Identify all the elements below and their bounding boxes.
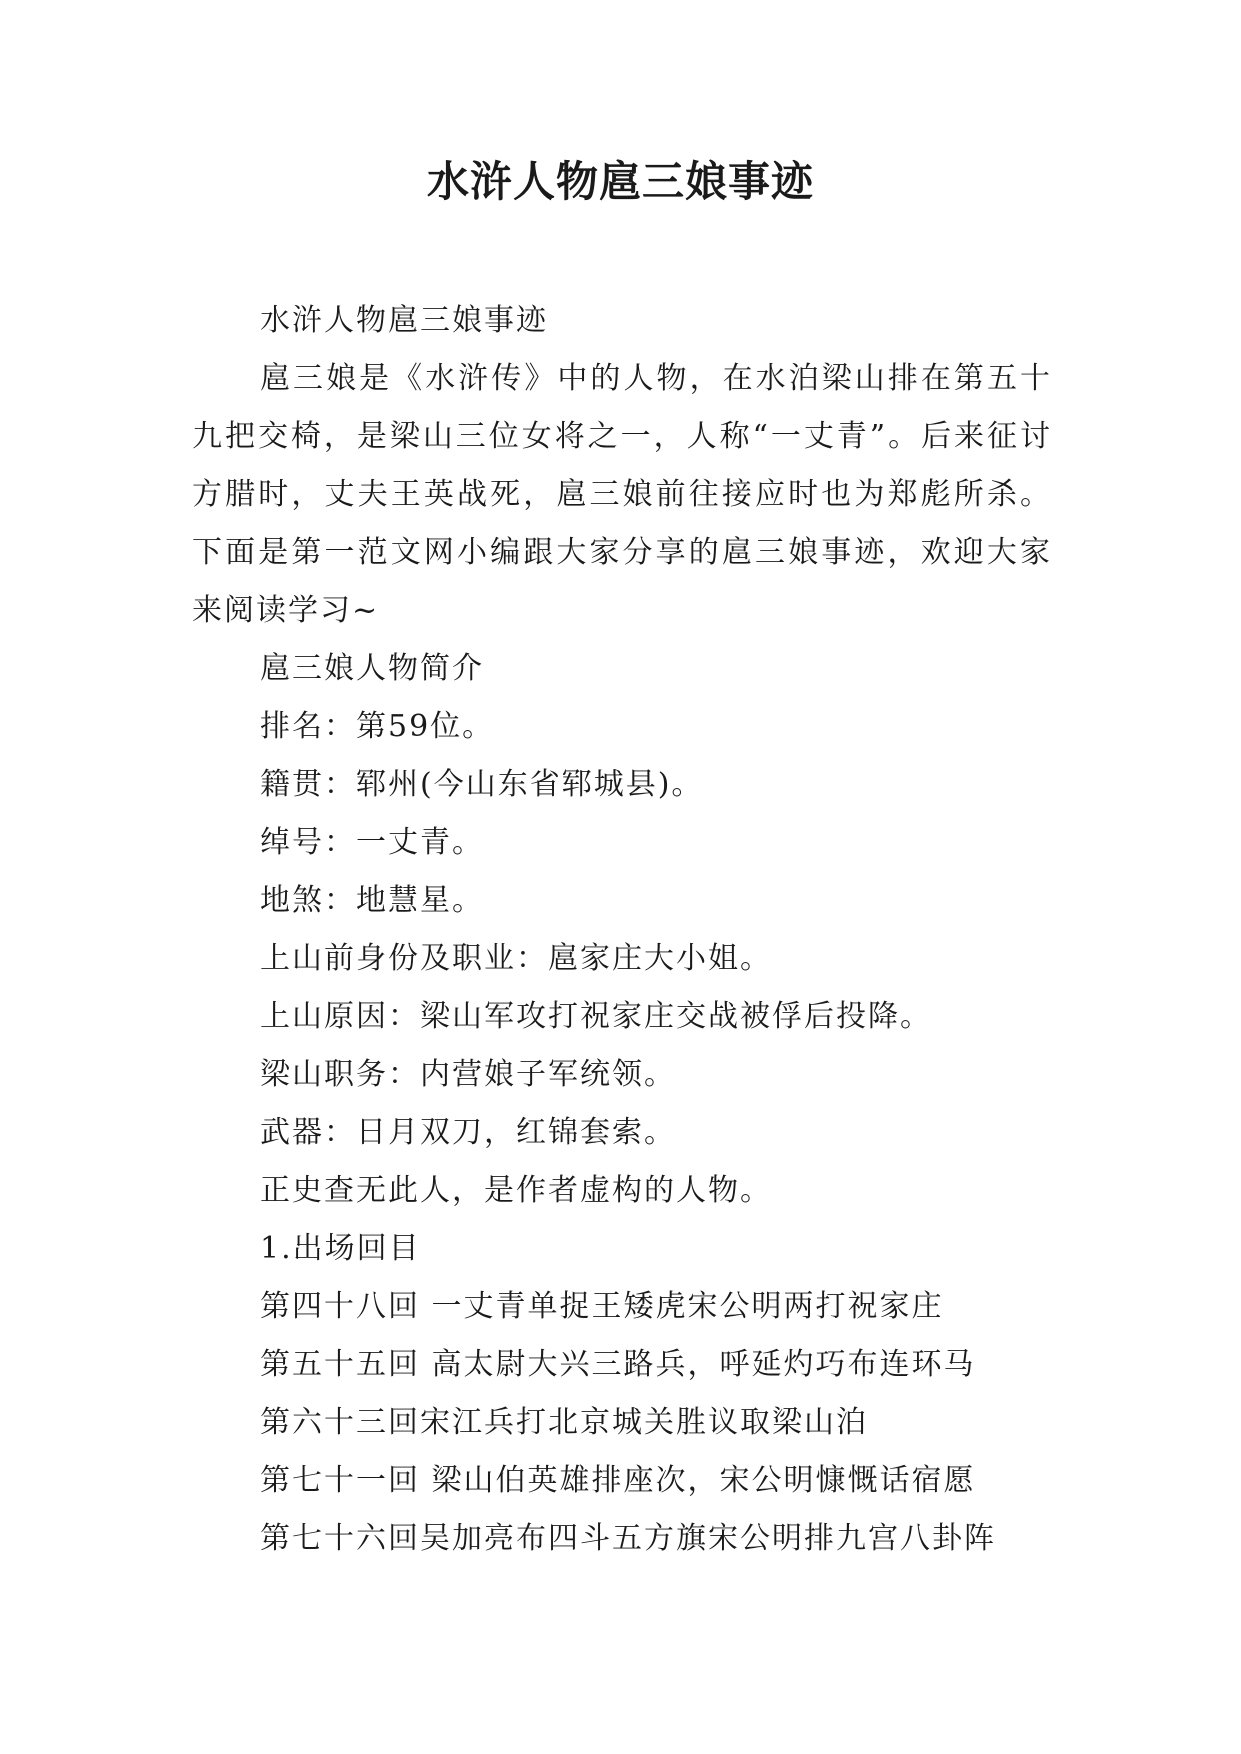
chapter-line: 第五十五回 高太尉大兴三路兵，呼延灼巧布连环马 (260, 1347, 976, 1382)
profile-line: 绰号：一丈青。 (260, 825, 484, 860)
profile-heading: 扈三娘人物简介 (260, 651, 484, 686)
chapter-line: 第七十六回吴加亮布四斗五方旗宋公明排九宫八卦阵 (260, 1521, 996, 1556)
chapter-line: 第四十八回 一丈青单捉王矮虎宋公明两打祝家庄 (260, 1289, 944, 1324)
profile-line: 籍贯：郓州(今山东省郓城县)。 (260, 767, 704, 802)
document-body (192, 292, 1052, 1568)
profile-line: 上山原因：梁山军攻打祝家庄交战被俘后投降。 (260, 999, 932, 1034)
intro-paragraph: 扈三娘是《水浒传》中的人物，在水泊梁山排在第五十九把交椅，是梁山三位女将之一，人称“一丈青”。后来征讨方腊时，丈夫王英战死，扈三娘前往接应时也为郑彪所杀。下面是第一范文网小编跟大家分享的扈三娘事迹，欢迎大家来阅读学习~ (192, 361, 1052, 628)
profile-line: 梁山职务：内营娘子军统领。 (260, 1057, 676, 1092)
profile-line: 排名：第59位。 (260, 709, 495, 744)
chapter-line: 第七十一回 梁山伯英雄排座次，宋公明慷慨话宿愿 (260, 1463, 976, 1498)
profile-line: 武器：日月双刀，红锦套索。 (260, 1115, 676, 1150)
profile-line: 上山前身份及职业：扈家庄大小姐。 (260, 941, 772, 976)
page-title: 水浒人物扈三娘事迹 (426, 157, 814, 206)
chapter-line: 第六十三回宋江兵打北京城关胜议取梁山泊 (260, 1405, 868, 1440)
chapters-heading: 1.出场回目 (260, 1231, 421, 1266)
article-subtitle: 水浒人物扈三娘事迹 (260, 303, 548, 338)
profile-line: 正史查无此人，是作者虚构的人物。 (260, 1173, 772, 1208)
profile-line: 地煞：地慧星。 (260, 883, 484, 918)
